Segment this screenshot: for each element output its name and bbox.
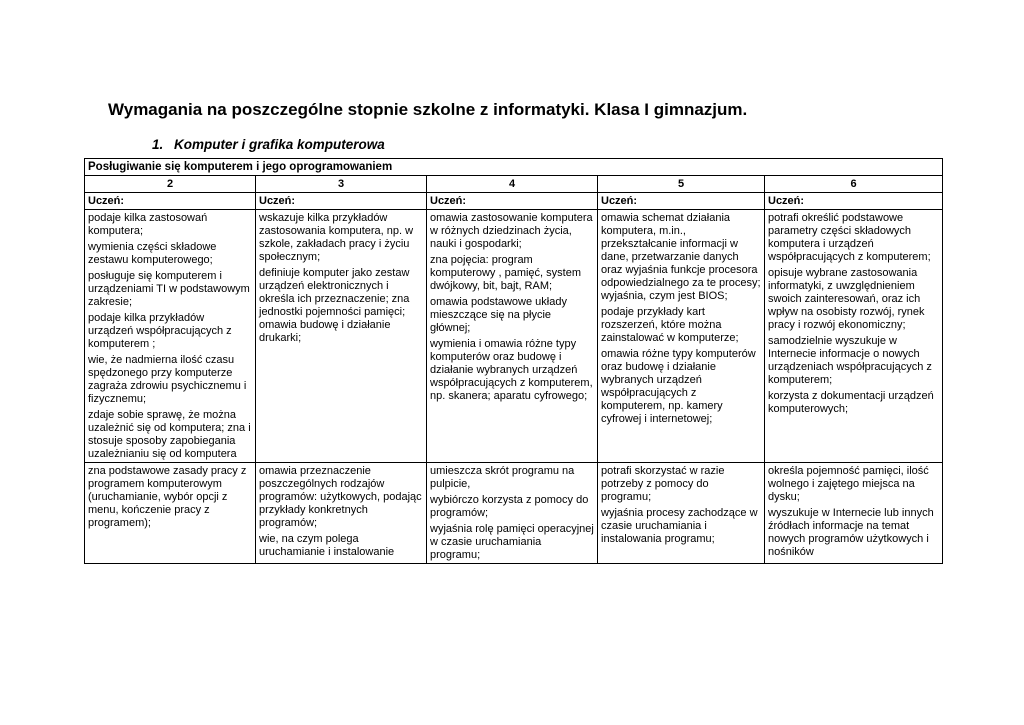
requirement-item: omawia przeznaczenie poszczególnych rodzajów programów: użytkowych, podając przykłady konkretnych programów; [259,465,422,529]
requirement-item: korzysta z dokumentacji urządzeń komputerowych; [768,390,934,415]
grade-row [85,176,943,193]
requirement-item: wie, na czym polega uruchamianie i instalowanie [259,533,395,558]
pupil-row [85,193,943,210]
table-row [85,210,943,463]
requirement-item: potrafi skorzystać w razie potrzeby z pomocy do programu; [601,465,725,503]
requirement-item: posługuje się komputerem i urządzeniami TI w podstawowym zakresie; [88,270,250,308]
requirement-cell [427,463,598,564]
requirement-item: omawia schemat działania komputera, m.in., przekształcanie informacji w dane, przetwarzanie danych oraz wyjaśnia funkcje procesora odpowiedzialnego za te procesy; wyjaśnia, czym jest BIOS; [601,212,761,302]
section-heading [152,137,385,152]
requirement-item: określa pojemność pamięci, ilość wolnego i zajętego miejsca na dysku; [768,465,929,503]
requirement-item: wymienia i omawia różne typy komputerów oraz budowę i działanie wybranych urządzeń współpracujących z komputerem, np. skanera; aparatu cyfrowego; [430,338,593,402]
grade-cell: 6 [765,176,943,193]
pupil-label: Uczeń: [256,193,427,210]
grade-cell: 2 [85,176,256,193]
requirement-item: wyjaśnia rolę pamięci operacyjnej w czasie uruchamiania programu; [430,523,594,561]
requirement-item: podaje przykłady kart rozszerzeń, które można zainstalować w komputerze; [601,306,739,344]
requirement-cell [598,210,765,463]
grade-cell: 4 [427,176,598,193]
requirement-cell [765,210,943,463]
requirement-item: wymienia części składowe zestawu komputerowego; [88,241,217,266]
requirement-item: omawia różne typy komputerów oraz budowę i działanie wybranych urządzeń współpracujących z komputerem, np. kamery cyfrowej i internetowej; [601,348,756,425]
requirements-table [84,158,943,564]
requirement-cell [256,463,427,564]
grade-cell: 3 [256,176,427,193]
pupil-label: Uczeń: [598,193,765,210]
table-row [85,463,943,564]
requirement-cell [598,463,765,564]
requirement-item: umieszcza skrót programu na pulpicie, [430,465,575,490]
requirement-item: omawia zastosowanie komputera w różnych dziedzinach życia, nauki i gospodarki; [430,212,593,250]
requirement-item: wskazuje kilka przykładów zastosowania komputera, np. w szkole, zakładach pracy i życiu społecznym; [259,212,414,263]
requirement-item: zna pojęcia: program komputerowy , pamięć, system dwójkowy, bit, bajt, RAM; [430,254,581,292]
requirement-item: wie, że nadmierna ilość czasu spędzonego przy komputerze zagraża zdrowiu psychicznemu i fizycznemu; [88,354,247,405]
requirement-item: opisuje wybrane zastosowania informatyki, z uwzględnieniem swoich zainteresowań, oraz ich wpływ na osobisty rozwój, rynek pracy i rozwój ekonomiczny; [768,267,925,331]
requirement-item: wyjaśnia procesy zachodzące w czasie uruchamiania i instalowania programu; [601,507,758,545]
page-title: Wymagania na poszczególne stopnie szkolne z informatyki. Klasa I gimnazjum. [108,100,748,119]
table-header: Posługiwanie się komputerem i jego oprogramowaniem [85,159,943,176]
section-number: 1. [152,137,164,152]
requirement-cell [85,463,256,564]
grade-cell: 5 [598,176,765,193]
pupil-label: Uczeń: [765,193,943,210]
pupil-label: Uczeń: [427,193,598,210]
requirement-cell [256,210,427,463]
requirement-item: wybiórczo korzysta z pomocy do programów; [430,494,589,519]
requirement-item: samodzielnie wyszukuje w Internecie informacje o nowych urządzeniach współpracujących z komputerem; [768,335,932,386]
requirement-cell [765,463,943,564]
requirement-item: potrafi określić podstawowe parametry części składowych komputera i urządzeń współpracujących z komputerem; [768,212,931,263]
requirement-item: zna podstawowe zasady pracy z programem komputerowym (uruchamianie, wybór opcji z menu, kończenie pracy z programem); [88,465,247,529]
requirement-cell [427,210,598,463]
requirement-item: podaje kilka przykładów urządzeń współpracujących z komputerem ; [88,312,232,350]
requirement-item: podaje kilka zastosowań komputera; [88,212,208,237]
requirement-item: omawia podstawowe układy mieszczące się na płycie głównej; [430,296,567,334]
requirement-item: zdaje sobie sprawę, że można uzależnić się od komputera; zna i stosuje sposoby zapobiegania uzależnianiu się od komputera [88,409,251,460]
section-label: Komputer i grafika komputerowa [174,137,385,152]
requirement-cell [85,210,256,463]
table-header-row [85,159,943,176]
requirement-item: wyszukuje w Internecie lub innych źródłach informacje na temat nowych programów użytkowych i nośników [768,507,934,558]
requirement-item: definiuje komputer jako zestaw urządzeń elektronicznych i określa ich przeznaczenie; zna jednostki pojemności pamięci; omawia budowę i działanie drukarki; [259,267,410,344]
pupil-label: Uczeń: [85,193,256,210]
